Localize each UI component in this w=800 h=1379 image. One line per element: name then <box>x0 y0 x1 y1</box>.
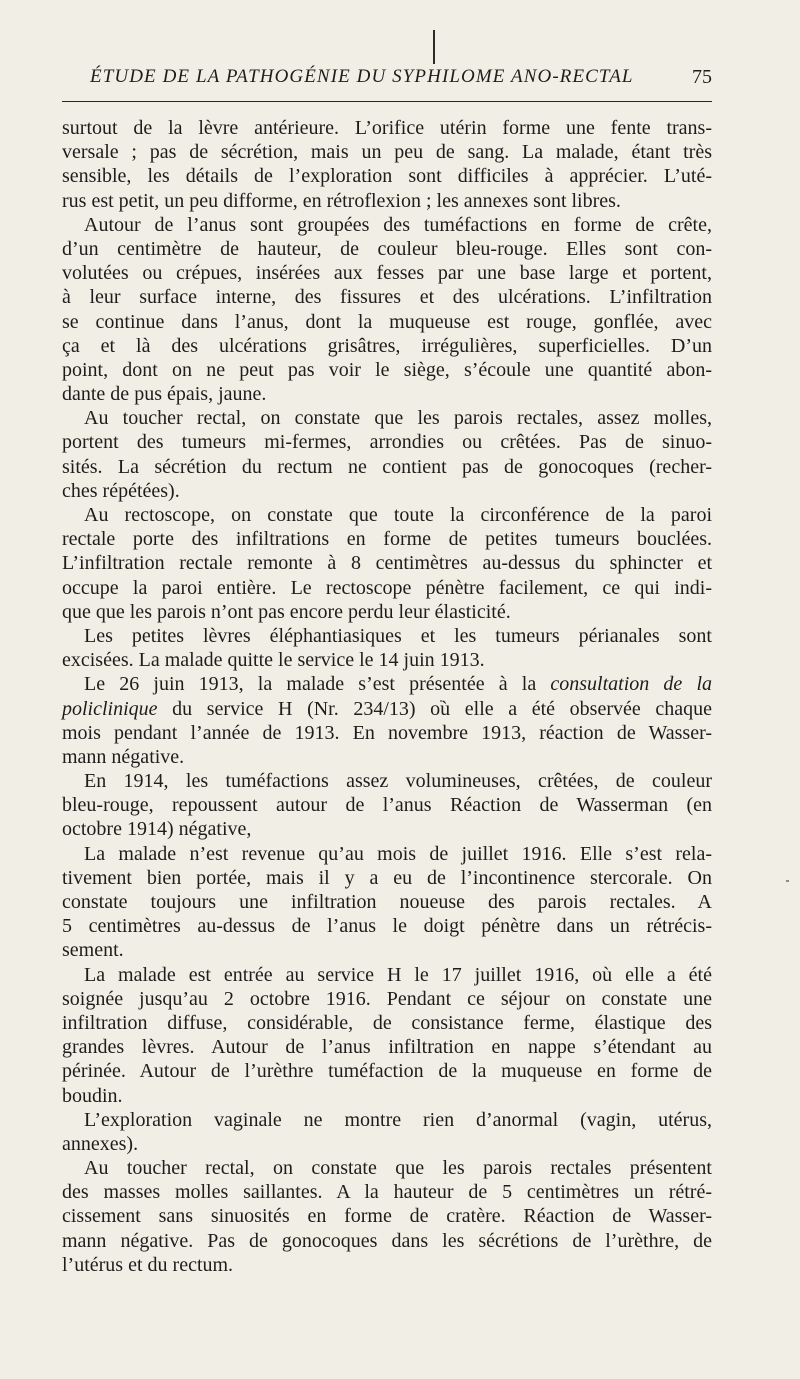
text-line <box>62 672 712 696</box>
line-text: annexes). <box>62 1132 139 1155</box>
line-text: 5 centimètres au-dessus de l’anus le doigt pénètre dans un rétrécis- <box>62 915 712 938</box>
line-text: mois pendant l’année de 1913. En novembre 1913, réaction de Wasser- <box>62 721 712 744</box>
running-title: ÉTUDE DE LA PATHOGÉNIE DU SYPHILOME ANO-RECTAL <box>90 66 634 87</box>
scan-speck <box>786 880 789 882</box>
text-line <box>62 310 712 334</box>
line-text: ça et là des ulcérations grisâtres, irrégulières, superficielles. D’un <box>62 334 712 357</box>
line-text: sement. <box>62 939 124 962</box>
text-line <box>62 890 712 914</box>
line-text: que que les parois n’ont pas encore perdu leur élasticité. <box>62 600 511 623</box>
text-line <box>62 987 712 1011</box>
line-text: Au toucher rectal, on constate que les parois rectales, assez molles, <box>84 407 712 430</box>
line-text: L’exploration vaginale ne montre rien d’anormal (vagin, utérus, <box>84 1108 712 1131</box>
line-text: boudin. <box>62 1084 123 1107</box>
line-text: Au toucher rectal, on constate que les parois rectales présentent <box>84 1157 712 1180</box>
text-line <box>62 261 712 285</box>
text-line <box>62 1108 712 1132</box>
header-rule <box>62 101 712 102</box>
line-text: du service H (Nr. 234/13) où elle a été observée chaque <box>157 697 712 720</box>
line-text: volutées ou crépues, insérées aux fesses par une base large et portent, <box>62 262 712 285</box>
text-line <box>62 140 712 164</box>
text-line <box>62 455 712 479</box>
text-line <box>62 503 712 527</box>
line-text: ches répétées). <box>62 479 180 502</box>
text-line <box>62 745 712 769</box>
line-text: L’infiltration rectale remonte à 8 centimètres au-dessus du sphincter et <box>62 552 712 575</box>
italic-text: consultation de la <box>550 673 712 696</box>
text-line <box>62 963 712 987</box>
text-line <box>62 697 712 721</box>
text-line <box>62 866 712 890</box>
line-text: rectale porte des infiltrations en forme de petites tumeurs bouclées. <box>62 528 712 551</box>
line-text: se continue dans l’anus, dont la muqueuse est rouge, gonflée, avec <box>62 310 712 333</box>
line-text: mann négative. Pas de gonocoques dans les sécrétions de l’urèthre, de <box>62 1229 712 1252</box>
text-line <box>62 285 712 309</box>
line-text: infiltration diffuse, considérable, de consistance ferme, élastique des <box>62 1011 712 1034</box>
text-line <box>62 721 712 745</box>
line-text: d’un centimètre de hauteur, de couleur bleu-rouge. Elles sont con- <box>62 237 712 260</box>
text-line <box>62 793 712 817</box>
line-text: soignée jusqu’au 2 octobre 1916. Pendant ce séjour on constate une <box>62 987 712 1010</box>
text-line <box>62 164 712 188</box>
text-line <box>62 842 712 866</box>
line-text: versale ; pas de sécrétion, mais un peu de sang. La malade, étant très <box>62 141 712 164</box>
text-line <box>62 1204 712 1228</box>
line-text: surtout de la lèvre antérieure. L’orifice utérin forme une fente trans- <box>62 117 712 139</box>
line-text: cissement sans sinuosités en forme de cratère. Réaction de Wasser- <box>62 1205 712 1228</box>
running-header <box>62 66 712 98</box>
text-line <box>62 1035 712 1059</box>
text-line <box>62 1011 712 1035</box>
text-line <box>62 1084 712 1108</box>
text-line <box>62 358 712 382</box>
text-line <box>62 430 712 454</box>
line-text: octobre 1914) négative, <box>62 818 252 841</box>
page-number: 75 <box>692 66 712 88</box>
line-text: périnée. Autour de l’urèthre tuméfaction de la muqueuse en forme de <box>62 1060 712 1083</box>
text-line <box>62 189 712 213</box>
line-text: grandes lèvres. Autour de l’anus infiltration en nappe s’étendant au <box>62 1036 712 1059</box>
line-text: Au rectoscope, on constate que toute la circonférence de la paroi <box>84 504 712 526</box>
line-text: point, dont on ne peut pas voir le siège, s’écoule une quantité abon- <box>62 358 712 381</box>
text-line <box>62 817 712 841</box>
line-text: constate toujours une infiltration noueuse des parois rectales. A <box>62 891 712 913</box>
line-text: excisées. La malade quitte le service le 14 juin 1913. <box>62 649 485 672</box>
text-line <box>62 1132 712 1156</box>
text-line <box>62 334 712 358</box>
text-line <box>62 576 712 600</box>
line-text: l’utérus et du rectum. <box>62 1253 234 1276</box>
line-text: mann négative. <box>62 745 185 768</box>
line-text: bleu-rouge, repoussent autour de l’anus Réaction de Wasserman (en <box>62 794 712 817</box>
line-text: tivement bien portée, mais il y a eu de l’incontinence stercorale. On <box>62 866 712 889</box>
text-line <box>62 600 712 624</box>
text-line <box>62 406 712 430</box>
text-line <box>62 769 712 793</box>
text-line <box>62 624 712 648</box>
text-line <box>62 648 712 672</box>
line-text: sités. La sécrétion du rectum ne contient pas de gonocoques (recher- <box>62 455 712 478</box>
line-text: La malade n’est revenue qu’au mois de juillet 1916. Elle s’est rela- <box>84 842 712 865</box>
line-text: Les petites lèvres éléphantiasiques et les tumeurs périanales sont <box>84 624 712 647</box>
line-text: rus est petit, un peu difforme, en rétroflexion ; les annexes sont libres. <box>62 189 621 212</box>
text-line <box>62 1180 712 1204</box>
text-line <box>62 237 712 261</box>
line-text: Autour de l’anus sont groupées des tuméfactions en forme de crête, <box>84 213 712 236</box>
text-line <box>62 116 712 140</box>
text-line <box>62 1059 712 1083</box>
text-line <box>62 1229 712 1253</box>
line-text: La malade est entrée au service H le 17 juillet 1916, où elle a été <box>84 963 712 986</box>
line-text: En 1914, les tuméfactions assez volumineuses, crêtées, de couleur <box>84 770 712 793</box>
scan-mark <box>433 30 435 64</box>
line-text: des masses molles saillantes. A la hauteur de 5 centimètres un rétré- <box>62 1181 712 1204</box>
text-line <box>62 1253 712 1277</box>
text-line <box>62 938 712 962</box>
text-line <box>62 1156 712 1180</box>
text-line <box>62 213 712 237</box>
text-line <box>62 479 712 503</box>
text-line <box>62 551 712 575</box>
line-text: dante de pus épais, jaune. <box>62 383 267 406</box>
body-text <box>62 116 712 1277</box>
line-text: sensible, les détails de l’exploration sont difficiles à apprécier. L’uté- <box>62 165 712 188</box>
text-line <box>62 914 712 938</box>
text-line <box>62 382 712 406</box>
line-text: Le 26 juin 1913, la malade s’est présentée à la <box>84 673 551 696</box>
text-line <box>62 527 712 551</box>
line-text: portent des tumeurs mi-fermes, arrondies ou crêtées. Pas de sinuo- <box>62 431 712 454</box>
line-text: à leur surface interne, des fissures et des ulcérations. L’infiltration <box>62 286 712 309</box>
italic-text: policlinique <box>62 697 158 720</box>
line-text: occupe la paroi entière. Le rectoscope pénètre facilement, ce qui indi- <box>62 576 712 599</box>
